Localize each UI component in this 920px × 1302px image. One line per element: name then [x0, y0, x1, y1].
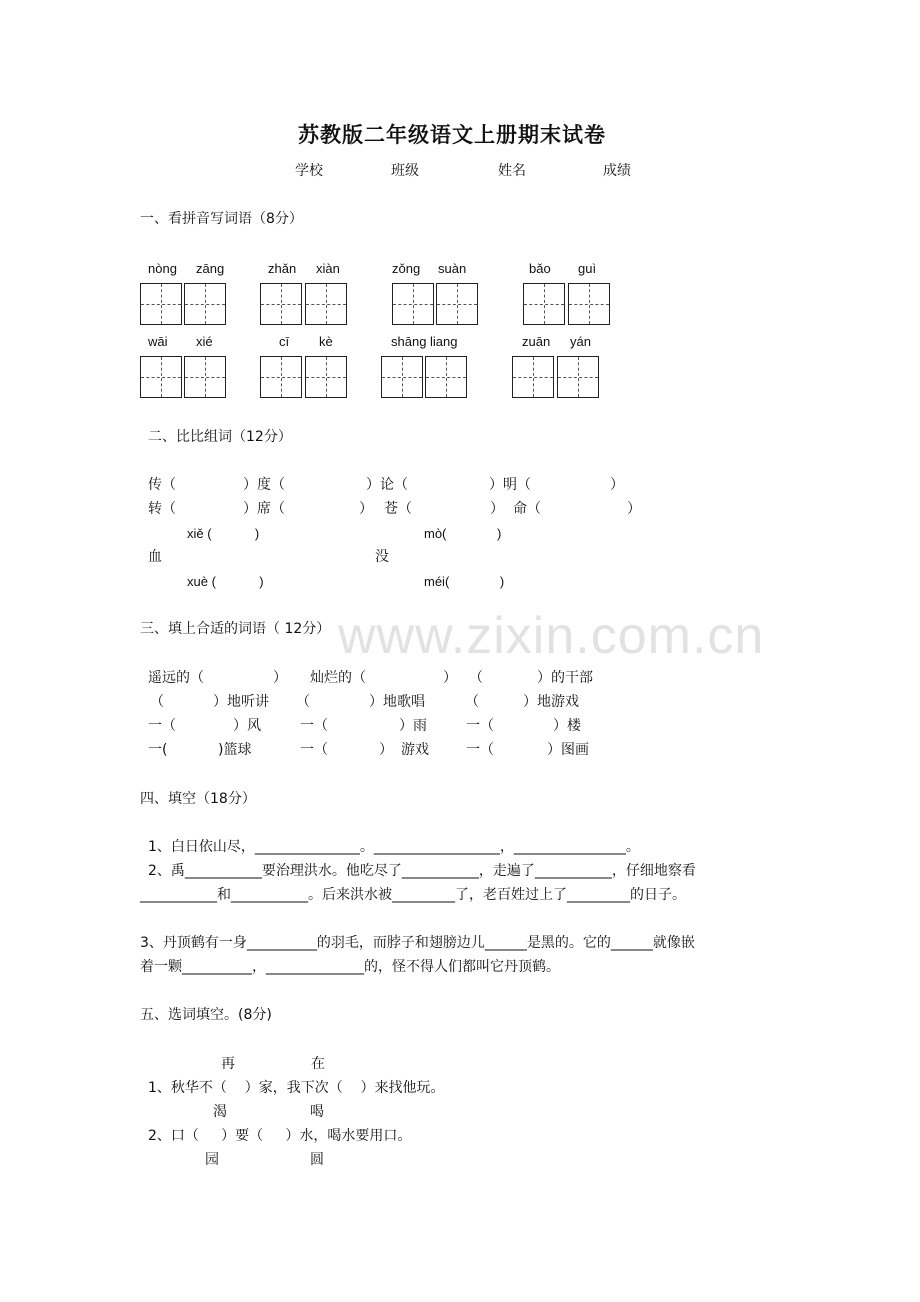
fill-item: ）地歌唱: [369, 694, 425, 710]
fill-item: ）楼: [553, 718, 581, 734]
compare-item: ）: [610, 477, 624, 493]
polyphone-mo: mò( ): [424, 526, 502, 541]
polyphone-char-xue: 血: [148, 549, 162, 565]
writing-box[interactable]: [523, 283, 565, 325]
writing-box[interactable]: [512, 356, 554, 398]
writing-box[interactable]: [140, 283, 182, 325]
compare-item: ）席（: [243, 501, 285, 517]
compare-item: ）: [359, 501, 373, 517]
fill-item: 一（: [148, 718, 176, 734]
fill-item: ）地听讲: [213, 694, 269, 710]
pinyin: xié: [196, 334, 213, 349]
pinyin: zuān: [522, 334, 551, 349]
fill-item: ）的干部: [537, 670, 593, 686]
fill-line: ___________和___________。后来洪水被_________了，老百姓过上了_________的日子。: [140, 887, 686, 903]
writing-box[interactable]: [425, 356, 467, 398]
pinyin: xiàn: [316, 261, 340, 276]
writing-box[interactable]: [184, 283, 226, 325]
fill-item: ）: [443, 670, 457, 686]
pinyin: ɡuì: [578, 261, 597, 276]
pinyin: zǒnɡ: [392, 261, 421, 276]
section-4-heading: 四、填空（18分）: [140, 791, 256, 807]
writing-box[interactable]: [381, 356, 423, 398]
fill-item: 灿烂的（: [310, 670, 366, 686]
fill-item: )篮球: [218, 742, 252, 758]
writing-box[interactable]: [260, 283, 302, 325]
fill-item: 一（: [466, 718, 494, 734]
pinyin: zhǎn: [268, 261, 297, 276]
fill-line: 1、白日依山尽，_______________。__________________，________________。: [148, 839, 640, 855]
school-label: 学校: [295, 163, 323, 179]
pinyin: nònɡ: [148, 261, 177, 276]
writing-box[interactable]: [305, 283, 347, 325]
writing-box[interactable]: [260, 356, 302, 398]
fill-item: （: [150, 694, 164, 710]
compare-item: 传（: [148, 477, 176, 493]
compare-item: ）明（: [489, 477, 531, 493]
class-label: 班级: [391, 163, 419, 179]
compare-item: ）论（: [366, 477, 408, 493]
fill-line: 3、丹顶鹤有一身__________的羽毛，而脖子和翅膀边儿______是黑的。它的______就像嵌: [140, 935, 695, 951]
choice-question: 1、秋华不（ ）家，我下次（ ）来找他玩。: [148, 1080, 445, 1096]
compare-item: 命（: [513, 501, 541, 517]
fill-item: 一（: [300, 742, 328, 758]
fill-line: 2、禹___________要治理洪水。他吃尽了___________，走遍了___________，仔细地察看: [148, 863, 696, 879]
fill-item: ）雨: [399, 718, 427, 734]
section-2-heading: 二、比比组词（12分）: [148, 429, 292, 445]
polyphone-xie: xiě ( ): [187, 526, 260, 541]
pinyin: cī: [279, 334, 290, 349]
name-label: 姓名: [498, 163, 526, 179]
fill-item: ）: [273, 670, 287, 686]
word-option: 喝: [310, 1104, 324, 1120]
compare-item: ）: [490, 501, 504, 517]
fill-item: （: [465, 694, 479, 710]
pinyin: zānɡ: [196, 261, 225, 276]
fill-item: 游戏: [401, 742, 429, 758]
fill-item: 遥远的（: [148, 670, 204, 686]
page-title: 苏教版二年级语文上册期末试卷: [298, 123, 606, 147]
fill-item: （: [296, 694, 310, 710]
fill-line: 着一颗__________，______________的，怪不得人们都叫它丹顶鹤。: [140, 959, 560, 975]
fill-item: ）: [379, 742, 393, 758]
writing-box[interactable]: [557, 356, 599, 398]
polyphone-char-mei: 没: [375, 549, 389, 565]
pinyin: suàn: [438, 261, 467, 276]
choice-question: 2、口（ ）要（ ）水，喝水要用口。: [148, 1128, 412, 1144]
score-label: 成绩: [603, 163, 631, 179]
fill-item: 一（: [300, 718, 328, 734]
writing-box[interactable]: [568, 283, 610, 325]
writing-box[interactable]: [184, 356, 226, 398]
fill-item: （: [469, 670, 483, 686]
fill-item: ）地游戏: [523, 694, 579, 710]
writing-box[interactable]: [436, 283, 478, 325]
writing-box[interactable]: [140, 356, 182, 398]
compare-item: 苍（: [384, 501, 412, 517]
polyphone-mei: méi( ): [424, 574, 505, 589]
word-option: 圆: [310, 1152, 324, 1168]
fill-item: 一(: [148, 742, 168, 758]
word-option: 在: [311, 1056, 325, 1072]
section-1-heading: 一、看拼音写词语（8分）: [140, 211, 303, 227]
fill-item: ）风: [233, 718, 261, 734]
section-3-heading: 三、填上合适的词语（ 12分）: [140, 621, 331, 637]
writing-box[interactable]: [392, 283, 434, 325]
fill-item: ）图画: [547, 742, 589, 758]
compare-item: ）度（: [243, 477, 285, 493]
word-option: 渴: [213, 1104, 227, 1120]
pinyin: bǎo: [529, 261, 551, 276]
writing-box[interactable]: [305, 356, 347, 398]
word-option: 园: [205, 1152, 219, 1168]
watermark: www.zixin.com.cn: [338, 607, 765, 665]
polyphone-xue: xuè ( ): [187, 574, 264, 589]
compare-item: ）: [627, 501, 641, 517]
pinyin: yán: [570, 334, 591, 349]
fill-item: 一（: [466, 742, 494, 758]
pinyin: kè: [319, 334, 333, 349]
pinyin: wāi: [148, 334, 168, 349]
section-5-heading: 五、选词填空。(8分): [140, 1007, 272, 1023]
compare-item: 转（: [148, 501, 176, 517]
pinyin: shānɡ liang: [391, 334, 458, 349]
word-option: 再: [221, 1056, 235, 1072]
